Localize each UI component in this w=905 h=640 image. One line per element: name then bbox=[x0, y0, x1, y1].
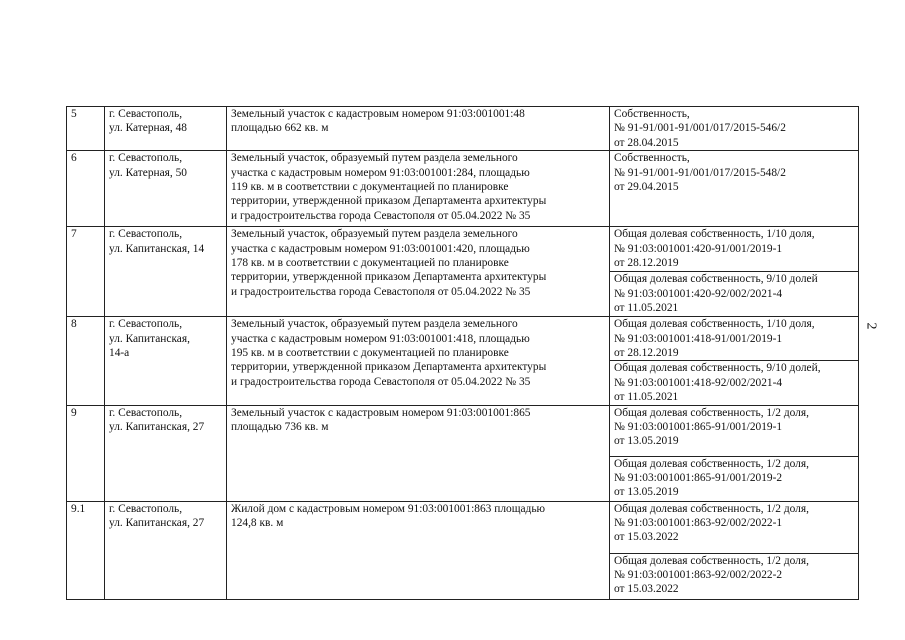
text-line: Общая долевая собственность, 9/10 долей, bbox=[614, 362, 821, 375]
text-line: ул. Капитанская, 27 bbox=[109, 517, 205, 530]
text-line: от 11.05.2021 bbox=[614, 302, 679, 315]
ownership-right-cell bbox=[610, 151, 859, 227]
text-line: г. Севастополь, bbox=[109, 108, 183, 120]
text-line: ул. Капитанская, 14 bbox=[109, 242, 205, 255]
text-line: Земельный участок с кадастровым номером 91:03:001001:48 bbox=[231, 108, 525, 120]
ownership-right-cell bbox=[610, 317, 859, 361]
text-line: от 13.05.2019 bbox=[614, 435, 679, 448]
text-line: 14-а bbox=[109, 347, 130, 360]
text-line: и градостроительства города Севастополя от 05.04.2022 № 35 bbox=[231, 375, 531, 388]
table-row bbox=[67, 151, 859, 227]
ownership-right-cell bbox=[610, 501, 859, 553]
address-cell bbox=[105, 107, 227, 151]
text-line: от 28.12.2019 bbox=[614, 257, 679, 270]
table-row bbox=[67, 405, 859, 456]
text-line: от 28.04.2015 bbox=[614, 136, 679, 149]
text-line: Общая долевая собственность, 1/2 доля, bbox=[614, 406, 809, 419]
text-line: № 91:03:001001:418-91/001/2019-1 bbox=[614, 332, 783, 345]
address-cell bbox=[105, 317, 227, 405]
text-line: Общая долевая собственность, 1/2 доля, bbox=[614, 554, 809, 567]
ownership-right-cell bbox=[610, 456, 859, 501]
text-line: 195 кв. м в соответствии с документацией по планировке bbox=[231, 347, 509, 360]
text-line: ул. Катерная, 50 bbox=[109, 166, 187, 179]
text-line: Земельный участок, образуемый путем раздела земельного bbox=[231, 228, 518, 241]
ownership-right-cell bbox=[610, 272, 859, 317]
text-line: г. Севастополь, bbox=[109, 318, 183, 331]
text-line: № 91:03:001001:420-92/002/2021-4 bbox=[614, 287, 783, 300]
row-number: 6 bbox=[67, 151, 105, 227]
ownership-right-cell bbox=[610, 553, 859, 599]
text-line: Общая долевая собственность, 1/2 доля, bbox=[614, 457, 809, 470]
text-line: Земельный участок с кадастровым номером 91:03:001001:865 bbox=[231, 406, 531, 419]
row-number: 5 bbox=[67, 107, 105, 151]
text-line: Земельный участок, образуемый путем раздела земельного bbox=[231, 152, 518, 165]
table-row bbox=[67, 501, 859, 553]
row-number: 7 bbox=[67, 227, 105, 317]
document-page bbox=[66, 106, 859, 600]
text-line: территории, утвержденной приказом Департамента архитектуры bbox=[231, 271, 547, 284]
object-description-cell bbox=[227, 227, 610, 317]
table-row bbox=[67, 227, 859, 272]
text-line: Общая долевая собственность, 1/10 доля, bbox=[614, 318, 815, 331]
text-line: Общая долевая собственность, 1/10 доля, bbox=[614, 228, 815, 241]
text-line: № 91:03:001001:863-92/002/2022-1 bbox=[614, 517, 783, 530]
text-line: от 15.03.2022 bbox=[614, 583, 679, 596]
text-line: г. Севастополь, bbox=[109, 228, 183, 241]
text-line: территории, утвержденной приказом Департамента архитектуры bbox=[231, 195, 547, 208]
object-description-cell bbox=[227, 107, 610, 151]
address-cell bbox=[105, 501, 227, 599]
row-number: 8 bbox=[67, 317, 105, 405]
text-line: от 11.05.2021 bbox=[614, 391, 679, 404]
text-line: от 13.05.2019 bbox=[614, 486, 679, 499]
row-number: 9 bbox=[67, 405, 105, 501]
table-row bbox=[67, 317, 859, 361]
property-register-table bbox=[66, 106, 859, 600]
text-line: Собственность, bbox=[614, 108, 690, 120]
text-line: участка с кадастровым номером 91:03:001001:420, площадью bbox=[231, 242, 530, 255]
text-line: Собственность, bbox=[614, 152, 690, 165]
text-line: Общая долевая собственность, 1/2 доля, bbox=[614, 502, 809, 515]
text-line: территории, утвержденной приказом Департамента архитектуры bbox=[231, 361, 547, 374]
page-number: 2 bbox=[863, 322, 879, 330]
ownership-right-cell bbox=[610, 361, 859, 405]
ownership-right-cell bbox=[610, 227, 859, 272]
text-line: № 91-91/001-91/001/017/2015-546/2 bbox=[614, 122, 786, 135]
text-line: № 91:03:001001:863-92/002/2022-2 bbox=[614, 569, 783, 582]
row-number: 9.1 bbox=[67, 501, 105, 599]
object-description-cell bbox=[227, 317, 610, 405]
text-line: ул. Катерная, 48 bbox=[109, 122, 187, 135]
text-line: г. Севастополь, bbox=[109, 406, 183, 419]
ownership-right-cell bbox=[610, 107, 859, 151]
text-line: 124,8 кв. м bbox=[231, 517, 284, 530]
text-line: Земельный участок, образуемый путем раздела земельного bbox=[231, 318, 518, 331]
text-line: и градостроительства города Севастополя от 05.04.2022 № 35 bbox=[231, 285, 531, 298]
object-description-cell bbox=[227, 151, 610, 227]
text-line: № 91:03:001001:420-91/001/2019-1 bbox=[614, 242, 783, 255]
text-line: участка с кадастровым номером 91:03:001001:418, площадью bbox=[231, 332, 530, 345]
text-line: № 91:03:001001:865-91/001/2019-2 bbox=[614, 472, 783, 485]
text-line: 178 кв. м в соответствии с документацией по планировке bbox=[231, 257, 509, 270]
text-line: площадью 662 кв. м bbox=[231, 122, 329, 135]
object-description-cell bbox=[227, 405, 610, 501]
ownership-right-cell bbox=[610, 405, 859, 456]
address-cell bbox=[105, 405, 227, 501]
text-line: 119 кв. м в соответствии с документацией по планировке bbox=[231, 181, 509, 194]
text-line: № 91:03:001001:865-91/001/2019-1 bbox=[614, 421, 783, 434]
text-line: ул. Капитанская, 27 bbox=[109, 421, 205, 434]
object-description-cell bbox=[227, 501, 610, 599]
text-line: ул. Капитанская, bbox=[109, 332, 190, 345]
text-line: № 91:03:001001:418-92/002/2021-4 bbox=[614, 376, 783, 389]
text-line: площадью 736 кв. м bbox=[231, 421, 329, 434]
text-line: от 28.12.2019 bbox=[614, 347, 679, 360]
address-cell bbox=[105, 151, 227, 227]
text-line: Жилой дом с кадастровым номером 91:03:001001:863 площадью bbox=[231, 502, 546, 515]
text-line: Общая долевая собственность, 9/10 долей bbox=[614, 273, 818, 286]
text-line: от 29.04.2015 bbox=[614, 181, 679, 194]
address-cell bbox=[105, 227, 227, 317]
text-line: г. Севастополь, bbox=[109, 152, 183, 165]
table-row bbox=[67, 107, 859, 151]
text-line: и градостроительства города Севастополя от 05.04.2022 № 35 bbox=[231, 209, 531, 222]
text-line: г. Севастополь, bbox=[109, 502, 183, 515]
text-line: № 91-91/001-91/001/017/2015-548/2 bbox=[614, 166, 786, 179]
text-line: участка с кадастровым номером 91:03:001001:284, площадью bbox=[231, 166, 530, 179]
text-line: от 15.03.2022 bbox=[614, 531, 679, 544]
